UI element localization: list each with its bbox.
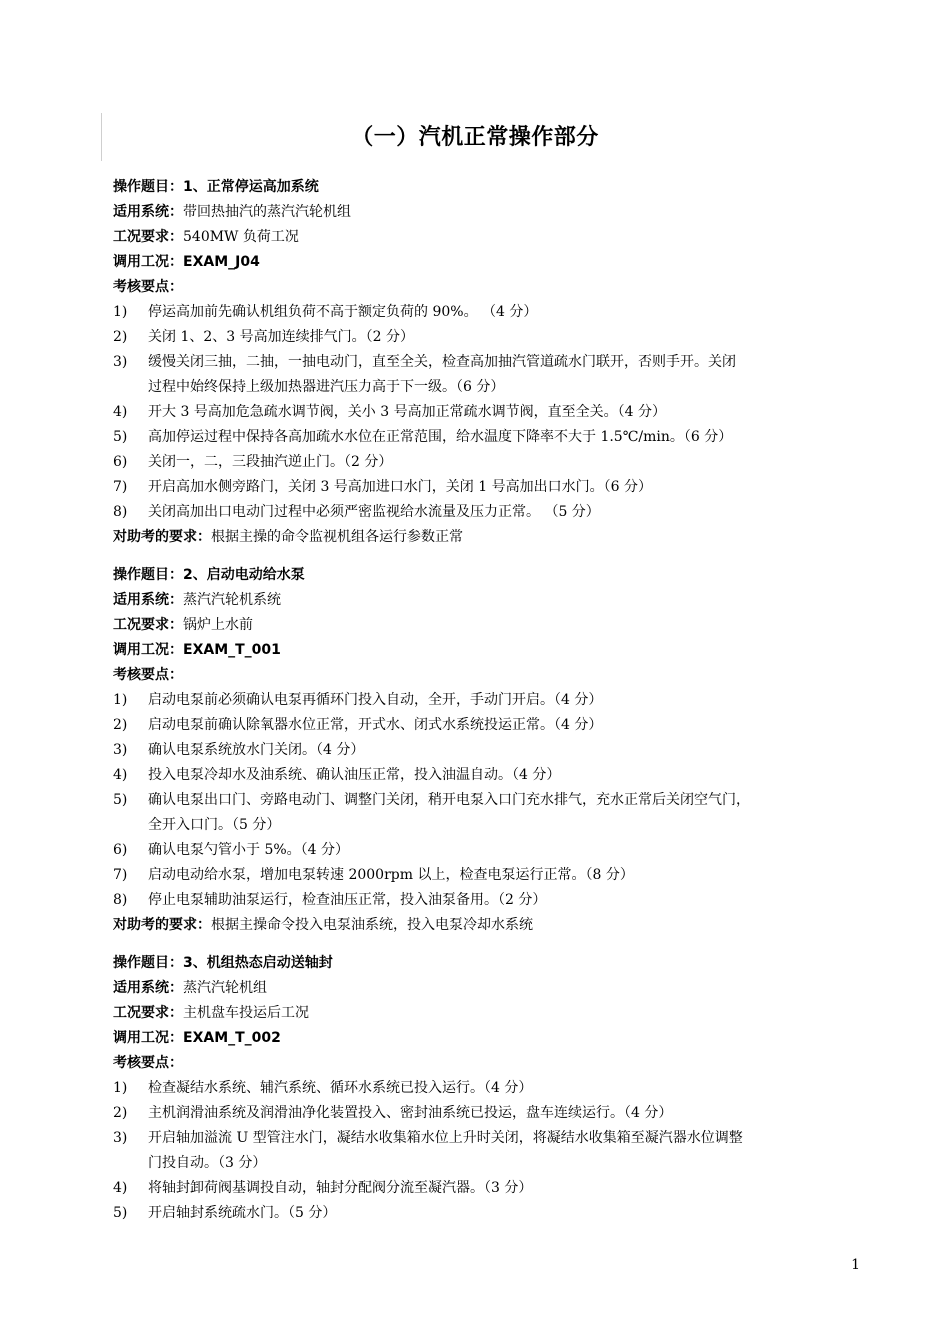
item-text: 关闭 1、2、3 号高加连续排气门。（2 分） xyxy=(148,329,414,345)
section-topic-label: 操作题目： xyxy=(113,179,183,195)
section-assistant-label: 对助考的要求： xyxy=(113,917,211,933)
page-number: 1 xyxy=(851,1257,860,1273)
checklist-item xyxy=(113,400,875,425)
section-points-heading-label: 考核要点： xyxy=(113,279,183,295)
item-text: 主机润滑油系统及润滑油净化装置投入、密封油系统已投运，盘车连续运行。（4 分） xyxy=(148,1105,673,1121)
item-text: 关闭高加出口电动门过程中必须严密监视给水流量及压力正常。 （5 分） xyxy=(148,504,600,520)
checklist-item xyxy=(113,863,875,888)
item-number: 8) xyxy=(113,504,128,520)
section-condition-label: 工况要求： xyxy=(113,617,183,633)
item-text: 将轴封卸荷阀基调投自动，轴封分配阀分流至凝汽器。（3 分） xyxy=(148,1180,533,1196)
section-condition-label: 工况要求： xyxy=(113,1005,183,1021)
section-gap xyxy=(113,938,875,951)
item-text: 关闭一，二，三段抽汽逆止门。（2 分） xyxy=(148,454,393,470)
item-text: 停止电泵辅助油泵运行，检查油压正常，投入油泵备用。（2 分） xyxy=(148,892,547,908)
section-system-value: 蒸汽汽轮机系统 xyxy=(183,592,281,608)
item-number: 1) xyxy=(113,1080,128,1096)
section-points-heading-label: 考核要点： xyxy=(113,667,183,683)
item-number: 3) xyxy=(113,354,128,370)
item-text: 开大 3 号高加危急疏水调节阀，关小 3 号高加正常疏水调节阀，直至全关。（4 分） xyxy=(148,404,666,420)
item-number: 1) xyxy=(113,304,128,320)
section-assistant-value: 根据主操命令投入电泵油系统，投入电泵冷却水系统 xyxy=(211,917,533,933)
section-case xyxy=(113,638,875,663)
item-text: 启动电动给水泵，增加电泵转速 2000rpm 以上，检查电泵运行正常。（8 分） xyxy=(148,867,634,883)
item-text: 启动电泵前必须确认电泵再循环门投入自动，全开，手动门开启。（4 分） xyxy=(148,692,603,708)
item-number: 4) xyxy=(113,1180,128,1196)
section-topic-value: 1、正常停运高加系统 xyxy=(183,179,319,195)
item-number: 5) xyxy=(113,792,128,808)
section-assistant-value: 根据主操的命令监视机组各运行参数正常 xyxy=(211,529,463,545)
item-text: 开启轴加溢流 U 型管注水门，凝结水收集箱水位上升时关闭，将凝结水收集箱至凝汽器水位调整 xyxy=(148,1130,743,1146)
checklist-item xyxy=(113,500,875,525)
section-case-value: EXAM_T_001 xyxy=(183,642,281,658)
item-number: 3) xyxy=(113,742,128,758)
section-condition-value: 锅炉上水前 xyxy=(183,617,253,633)
item-text: 检查凝结水系统、辅汽系统、循环水系统已投入运行。（4 分） xyxy=(148,1080,533,1096)
section-condition xyxy=(113,1001,875,1026)
section-system xyxy=(113,588,875,613)
section-case xyxy=(113,1026,875,1051)
checklist-item xyxy=(113,450,875,475)
section-topic-value: 3、机组热态启动送轴封 xyxy=(183,955,333,971)
checklist-item xyxy=(113,1076,875,1101)
section-case xyxy=(113,250,875,275)
item-text: 门投自动。（3 分） xyxy=(148,1155,267,1171)
item-number: 4) xyxy=(113,404,128,420)
item-text: 缓慢关闭三抽，二抽，一抽电动门，直至全关，检查高加抽汽管道疏水门联开，否则手开。关闭 xyxy=(148,354,736,370)
checklist-item xyxy=(113,325,875,350)
section-points-heading-label: 考核要点： xyxy=(113,1055,183,1071)
item-text: 过程中始终保持上级加热器进汽压力高于下一级。（6 分） xyxy=(148,379,505,395)
item-number: 7) xyxy=(113,867,128,883)
item-text: 确认电泵出口门、旁路电动门、调整门关闭，稍开电泵入口门充水排气，充水正常后关闭空气门， xyxy=(148,792,750,808)
item-number: 3) xyxy=(113,1130,128,1146)
section-topic xyxy=(113,951,875,976)
exam-section xyxy=(113,951,875,1226)
checklist-item xyxy=(113,888,875,913)
section-system-value: 带回热抽汽的蒸汽汽轮机组 xyxy=(183,204,351,220)
page-title: （一）汽机正常操作部分 xyxy=(351,125,599,150)
checklist-item xyxy=(113,738,875,763)
checklist-item xyxy=(113,763,875,788)
section-topic xyxy=(113,175,875,200)
section-assistant xyxy=(113,913,875,938)
item-number: 4) xyxy=(113,767,128,783)
section-system-label: 适用系统： xyxy=(113,592,183,608)
section-case-value: EXAM_T_002 xyxy=(183,1030,281,1046)
exam-section xyxy=(113,563,875,938)
checklist-item xyxy=(113,713,875,738)
section-system-label: 适用系统： xyxy=(113,204,183,220)
section-system-value: 蒸汽汽轮机组 xyxy=(183,980,267,996)
section-assistant-label: 对助考的要求： xyxy=(113,529,211,545)
section-condition xyxy=(113,613,875,638)
section-condition-value: 540MW 负荷工况 xyxy=(183,229,299,245)
section-case-label: 调用工况： xyxy=(113,254,183,270)
section-gap xyxy=(113,550,875,563)
item-text: 高加停运过程中保持各高加疏水水位在正常范围，给水温度下降率不大于 1.5℃/min。（6 分） xyxy=(148,429,733,445)
item-text: 投入电泵冷却水及油系统、确认油压正常，投入油温自动。（4 分） xyxy=(148,767,561,783)
section-case-label: 调用工况： xyxy=(113,642,183,658)
item-number: 2) xyxy=(113,1105,128,1121)
item-number: 5) xyxy=(113,1205,128,1221)
checklist-item xyxy=(113,1201,875,1226)
checklist-item xyxy=(113,300,875,325)
item-text: 开启轴封系统疏水门。（5 分） xyxy=(148,1205,337,1221)
item-text: 确认电泵系统放水门关闭。（4 分） xyxy=(148,742,365,758)
section-system xyxy=(113,200,875,225)
document-body xyxy=(113,175,875,1226)
item-number: 6) xyxy=(113,842,128,858)
item-number: 2) xyxy=(113,329,128,345)
section-case-label: 调用工况： xyxy=(113,1030,183,1046)
item-text: 开启高加水侧旁路门，关闭 3 号高加进口水门，关闭 1 号高加出口水门。（6 分） xyxy=(148,479,652,495)
item-text: 确认电泵勺管小于 5%。（4 分） xyxy=(148,842,350,858)
checklist-item xyxy=(113,475,875,500)
section-condition xyxy=(113,225,875,250)
section-topic-label: 操作题目： xyxy=(113,955,183,971)
item-text: 启动电泵前确认除氧器水位正常，开式水、闭式水系统投运正常。（4 分） xyxy=(148,717,603,733)
section-topic xyxy=(113,563,875,588)
item-number: 1) xyxy=(113,692,128,708)
checklist-item xyxy=(113,688,875,713)
checklist-item xyxy=(113,350,875,400)
section-system-label: 适用系统： xyxy=(113,980,183,996)
checklist-item xyxy=(113,788,875,838)
section-points-heading xyxy=(113,663,875,688)
item-number: 5) xyxy=(113,429,128,445)
checklist-item xyxy=(113,838,875,863)
section-topic-label: 操作题目： xyxy=(113,567,183,583)
item-text: 全开入口门。（5 分） xyxy=(148,817,281,833)
section-condition-value: 主机盘车投运后工况 xyxy=(183,1005,309,1021)
checklist-item xyxy=(113,1126,875,1176)
item-number: 8) xyxy=(113,892,128,908)
section-points-heading xyxy=(113,275,875,300)
section-topic-value: 2、启动电动给水泵 xyxy=(183,567,305,583)
item-number: 7) xyxy=(113,479,128,495)
checklist-item xyxy=(113,1176,875,1201)
checklist-item xyxy=(113,1101,875,1126)
exam-section xyxy=(113,175,875,550)
section-case-value: EXAM_J04 xyxy=(183,254,260,270)
item-number: 2) xyxy=(113,717,128,733)
item-text: 停运高加前先确认机组负荷不高于额定负荷的 90%。 （4 分） xyxy=(148,304,538,320)
item-number: 6) xyxy=(113,454,128,470)
section-condition-label: 工况要求： xyxy=(113,229,183,245)
section-system xyxy=(113,976,875,1001)
section-points-heading xyxy=(113,1051,875,1076)
section-assistant xyxy=(113,525,875,550)
checklist-item xyxy=(113,425,875,450)
